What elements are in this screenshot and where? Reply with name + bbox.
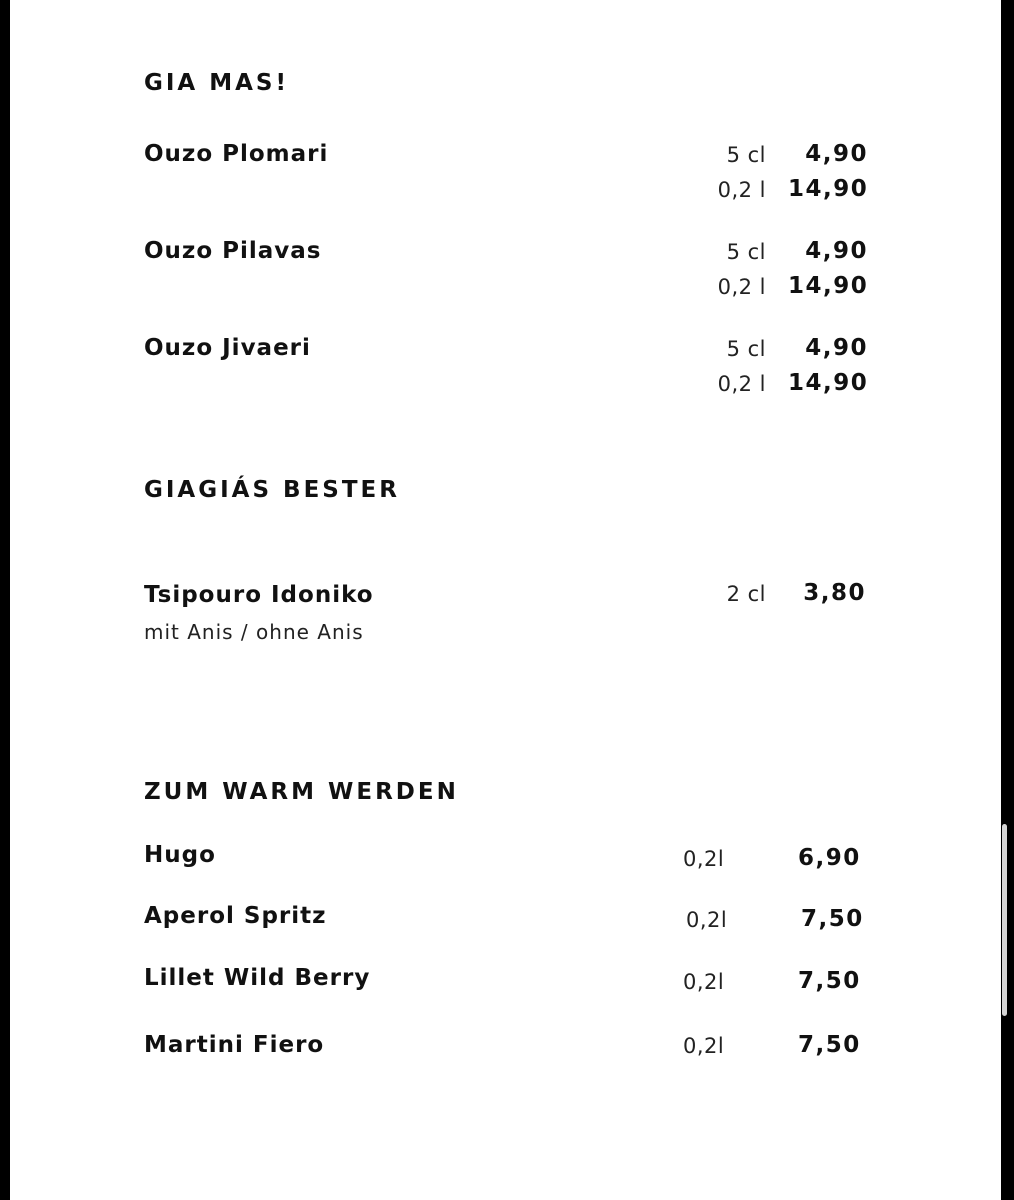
menu-item-description: mit Anis / ohne Anis [144,620,364,644]
menu-item-price: 4,90 [805,238,868,264]
menu-item-name: Ouzo Jivaeri [144,335,311,361]
menu-item-name: Hugo [144,842,216,868]
menu-item-price: 7,50 [798,968,861,994]
menu-item-price: 14,90 [788,370,869,396]
section-title-zum-warm-werden: ZUM WARM WERDEN [144,779,459,805]
section-title-gia-mas: GIA MAS! [144,70,289,96]
menu-item-volume: 0,2l [683,1034,725,1058]
menu-item-name: Ouzo Pilavas [144,238,322,264]
menu-item-name: Martini Fiero [144,1032,325,1058]
menu-item-volume: 2 cl [726,582,766,606]
menu-item-volume: 5 cl [726,143,766,167]
menu-item-volume: 0,2l [683,970,725,994]
menu-item-volume: 0,2l [683,847,725,871]
menu-item-name: Tsipouro Idoniko [144,582,374,608]
menu-item-name: Ouzo Plomari [144,141,329,167]
scrollbar[interactable] [1002,824,1007,1016]
menu-item-price: 4,90 [805,335,868,361]
menu-item-volume: 5 cl [726,240,766,264]
menu-item-volume: 0,2 l [717,372,766,396]
menu-item-price: 7,50 [798,1032,861,1058]
menu-item-name: Aperol Spritz [144,903,327,929]
menu-item-price: 14,90 [788,176,869,202]
section-title-giagias-bester: GIAGIÁS BESTER [144,477,400,503]
menu-item-price: 6,90 [798,845,861,871]
menu-item-volume: 5 cl [726,337,766,361]
menu-item-price: 4,90 [805,141,868,167]
menu-item-name: Lillet Wild Berry [144,965,371,991]
menu-item-price: 3,80 [803,580,866,606]
menu-item-price: 7,50 [801,906,864,932]
menu-item-volume: 0,2 l [717,275,766,299]
menu-item-volume: 0,2l [686,908,728,932]
menu-item-volume: 0,2 l [717,178,766,202]
menu-item-price: 14,90 [788,273,869,299]
